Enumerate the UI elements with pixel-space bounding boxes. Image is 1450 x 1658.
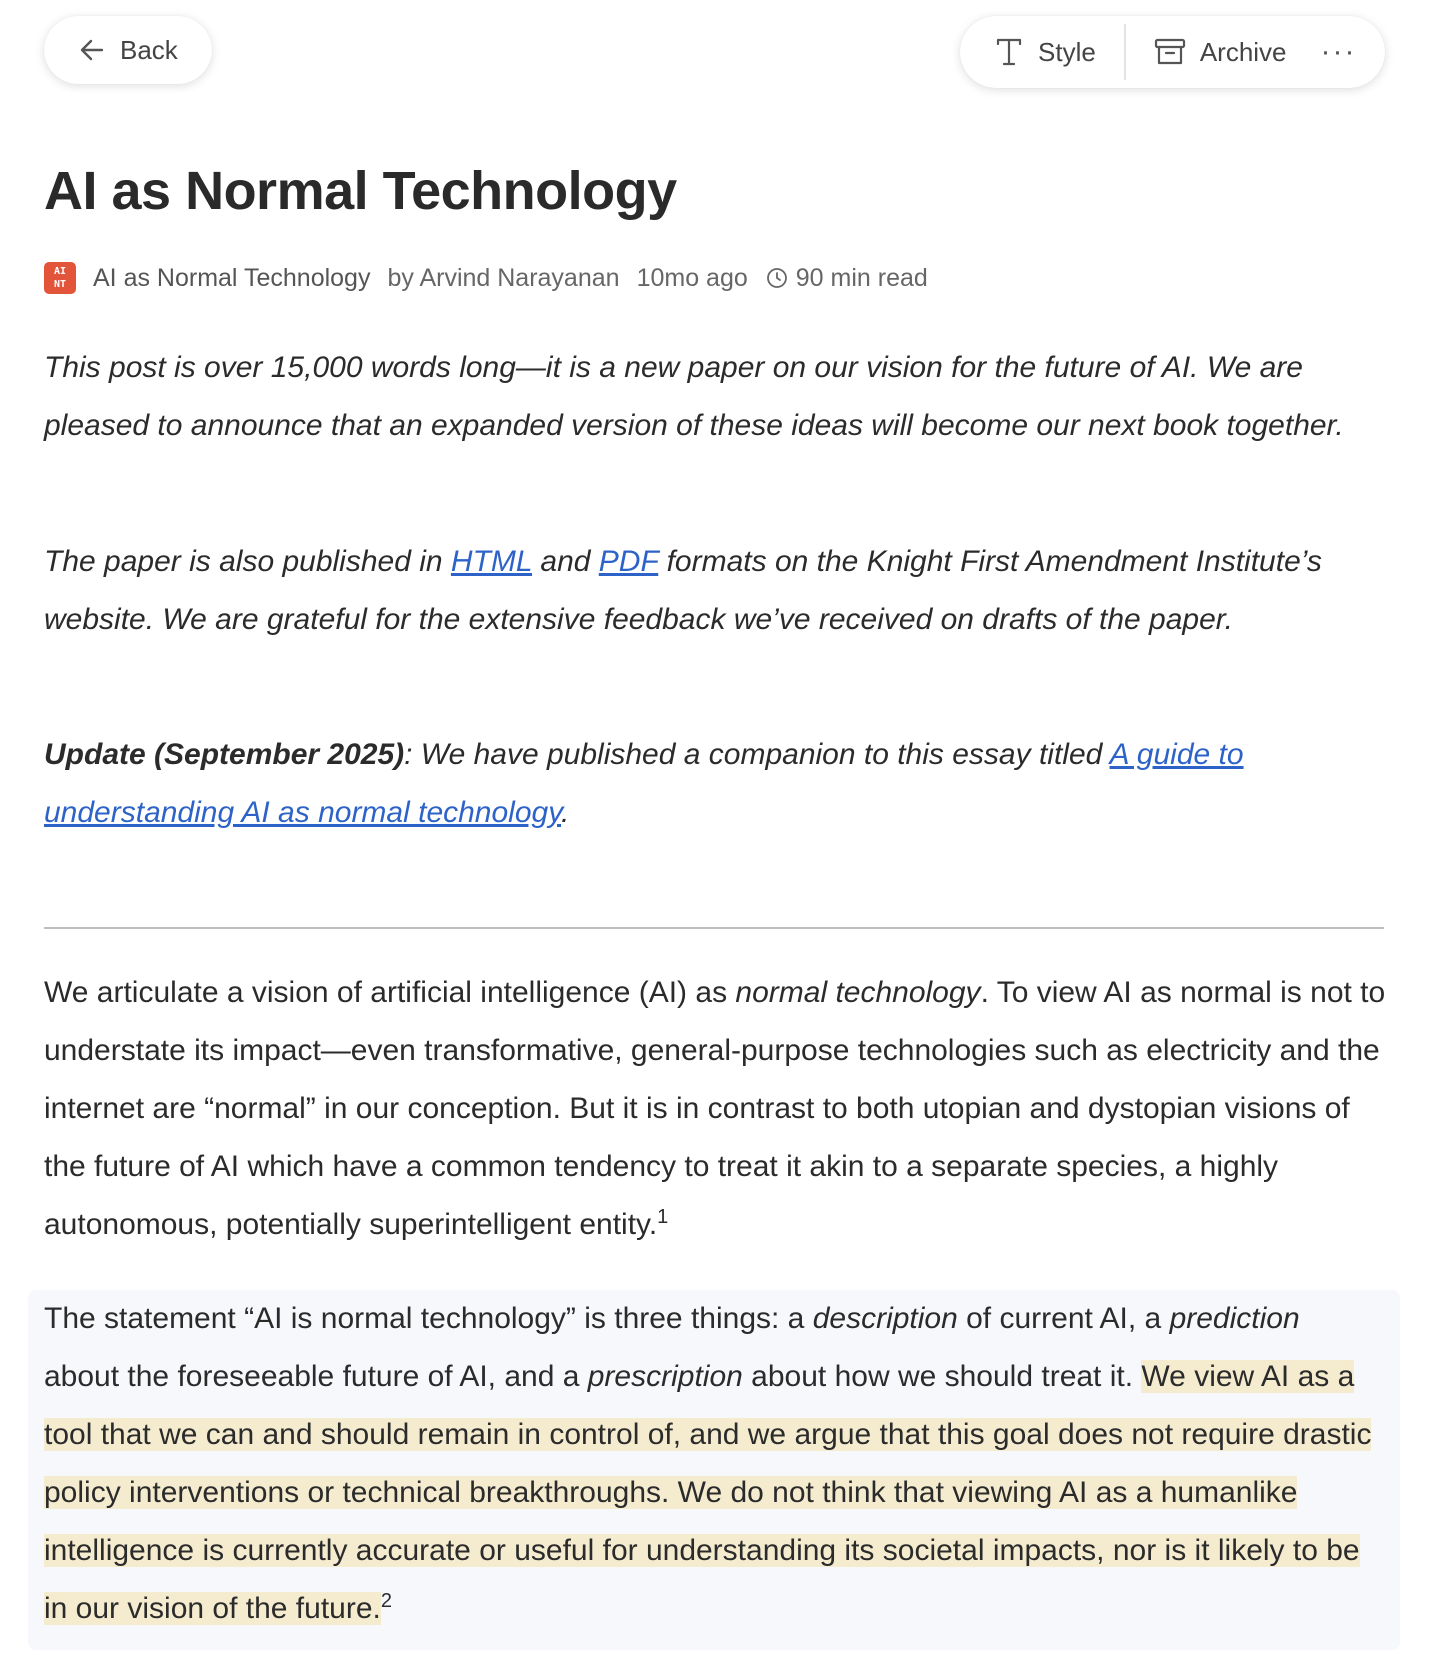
footnote-1[interactable]: 1 bbox=[657, 1206, 669, 1228]
update-paragraph: Update (September 2025): We have published a companion to this essay titled A guide to understanding AI as normal technology. bbox=[44, 738, 1244, 829]
html-link[interactable]: HTML bbox=[450, 545, 533, 578]
archive-button[interactable] bbox=[1154, 37, 1287, 68]
update-label: Update (September 2025) bbox=[44, 738, 405, 771]
style-label: Style bbox=[1038, 36, 1096, 67]
guide-link[interactable]: A guide to understanding AI as normal technology bbox=[44, 738, 1244, 829]
published-age: 10mo ago bbox=[636, 263, 748, 292]
footnote-2[interactable]: 2 bbox=[380, 1590, 392, 1612]
article-title: AI as Normal Technology bbox=[44, 161, 677, 221]
body-paragraph-2: The statement “AI is normal technology” is three things: a description of current AI, a prediction about the foreseeable future of AI, and a prescription about how we should treat it. We view AI as a tool that we can and should remain in control of, and we argue that this goal does not require drastic policy interventions or technical breakthroughs. We do not think that viewing AI as a humanlike intelligence is currently accurate or useful for understanding its societal impacts, nor is it likely to be in our vision of the future.$^2$ bbox=[44, 1302, 1372, 1625]
back-label: Back bbox=[120, 34, 178, 65]
published-paragraph: The paper is also published in HTML and PDF formats on the Knight First Amendment Institute’s website. We are grateful for the extensive feedback we’ve received on drafts of the paper. bbox=[44, 545, 1322, 636]
archive-icon bbox=[1154, 37, 1186, 67]
back-button[interactable] bbox=[44, 16, 212, 84]
arrow-left-icon bbox=[78, 36, 106, 64]
toolbar-divider bbox=[1124, 24, 1126, 80]
publication-name[interactable]: AI as Normal Technology bbox=[93, 263, 371, 292]
pdf-link[interactable]: PDF bbox=[598, 545, 659, 578]
author-byline: by Arvind Narayanan bbox=[387, 263, 620, 292]
more-options-icon[interactable]: ··· bbox=[1320, 35, 1357, 68]
text-style-icon bbox=[994, 37, 1024, 67]
style-button[interactable] bbox=[994, 37, 1096, 68]
read-time: 90 min read bbox=[795, 263, 928, 292]
clock-icon bbox=[766, 267, 788, 289]
intro-paragraph: This post is over 15,000 words long—it is a new paper on our vision for the future of AI. We are pleased to announce that an expanded version of these ideas will become our next book together. bbox=[44, 351, 1344, 442]
section-divider bbox=[44, 927, 1384, 929]
article-meta bbox=[44, 262, 928, 294]
archive-label: Archive bbox=[1199, 36, 1287, 67]
publication-logo: AI NT bbox=[44, 262, 76, 294]
body-paragraph-1: We articulate a vision of artificial intelligence (AI) as normal technology. To view AI as normal is not to understate its impact—even transformative, general-purpose technologies such as electricity and the internet are “normal” in our conception. But it is in contrast to both utopian and dystopian visions of the future of AI which have a common tendency to treat it akin to a separate species, a highly autonomous, potentially superintelligent entity.$^1$ bbox=[44, 976, 1386, 1241]
reader-toolbar bbox=[960, 16, 1385, 88]
text-highlight[interactable]: We view AI as a tool that we can and should remain in control of, and we argue that this goal does not require drastic policy interventions or technical breakthroughs. We do not think that viewing AI as a humanlike intelligence is currently accurate or useful for understanding its societal impacts, nor is it likely to be in our vision of the future. bbox=[44, 1360, 1372, 1625]
